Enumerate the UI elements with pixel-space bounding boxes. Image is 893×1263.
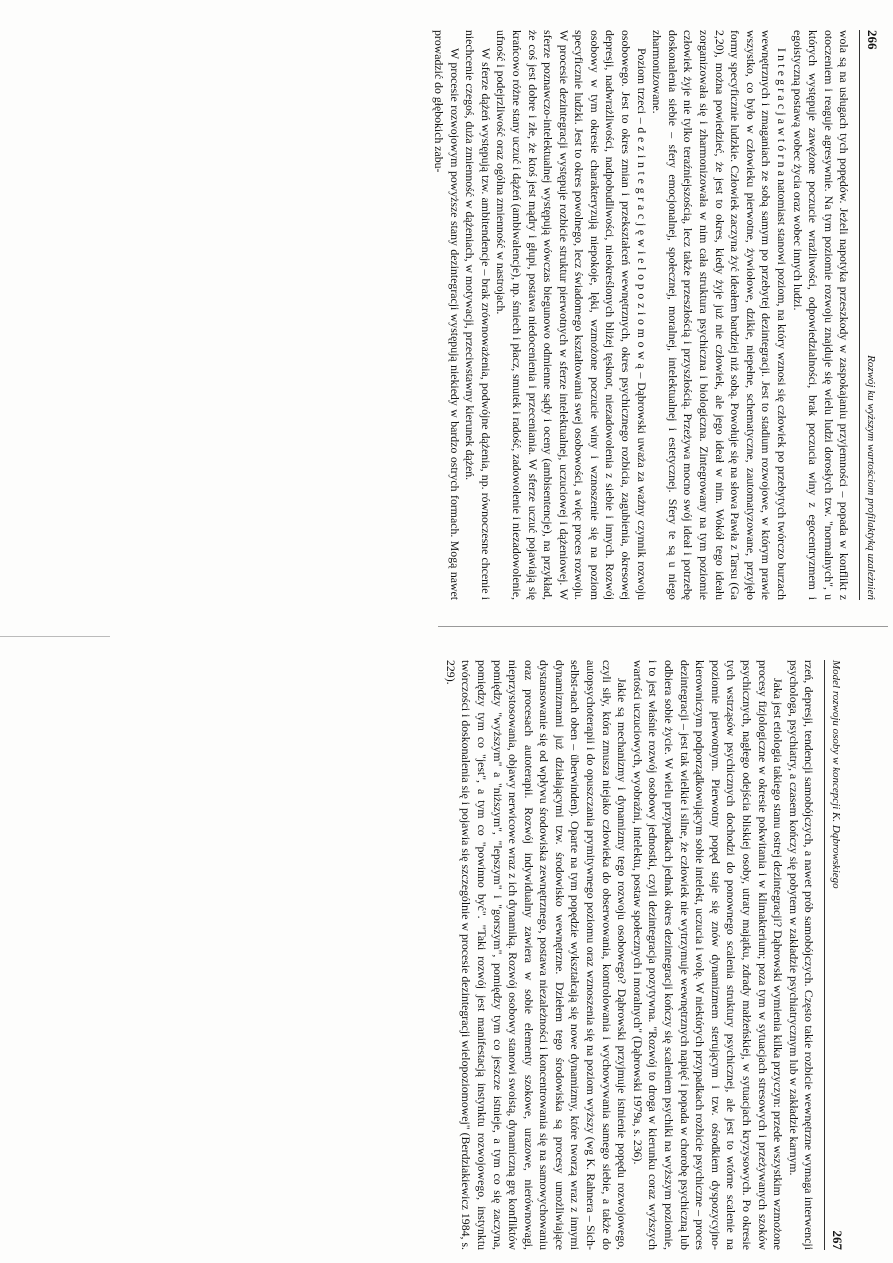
paragraph: W sferze dążeń występują tzw. ambitendencje – brak zrównoważenia, podwójne dążenia, np. równoczesne chcenie i niechcenie czegoś, duża zmienność w dążeniach, w motywacji, przeciwstawny kierunek dążeń. (463, 30, 493, 600)
left-page-running-title: Rozwój ku wyższym wartościom profilaktyką uzależnień (865, 355, 877, 600)
left-page-header (859, 30, 880, 600)
paragraph: wola są na usługach tych popędów. Jeżeli napotyka przeszkody w zaspokajaniu przyjemności – popada w konflikt z otoczeniem i reaguje agresywnie. Na tym poziomie rozwoju znajduje się wielu ludzi dorosłych tzw. "normalnych", u których występuje zawężone poczucie wrażliwości, odpowiedzialności, brak poczucia winy z egocentryzmem i egoistyczną postawą wobec życia oraz wobec innych ludzi. (790, 30, 852, 600)
paragraph: W procesie rozwojowym powyższe stany dezintegracji występują niekiedy w bardzo ostrych formach. Mogą nawet prowadzić do głębokich zabu- (431, 30, 462, 600)
paragraph: Poziom trzeci – d e z i n t e g r a c j ę w i e l o p o z i o m o w ą – Dąbrowski uważa za ważny czynnik rozwoju osobowego. Jest to okres zmian i przekształceń wewnętrznych, okres psychicznego rozbicia, zagubienia, okresowej depresji, nadwrażliwości, nadpobudliwości, nieokreślonych bliżej tęsknot, niezadowolenia z siebie i innych. Rozwój osobowy w tym okresie charakteryzują niepokoje, lęki, wzmożone poczucie winy i wznoszenie się na poziom specyficznie ludzki. Jest to okres powolnego, lecz świadomego kształtowania swej osobowości, a więc proces rozwoju. W procesie dezintegracji występuje rozbicie struktur pierwotnych w sferze intelektualnej, uczuciowej i dążeniowej. W sferze poznawczo-intelektualnej występują wówczas biegunowo odmienne sądy i oceny (ambisentencje), na przykład, że coś jest dobre i złe, że ktoś jest mądry i głupi, postawa niedocenienia i przeceniania. W sferze uczuć pojawiają się krańcowo różne stany uczuć i dążeń (ambiwalencje), np. śmiech i płacz, smutek i radość, zadowolenie i niezadowolenie, ufność i podejrzliwość oraz ogólna zmienność w nastrojach. (494, 30, 649, 600)
paragraph: Jaka jest etiologia takiego stanu ostrej dezintegracji? Dąbrowski wymienia kilka przyczyn: przede wszystkim wzmożone procesy fizjologiczne w okresie pokwitania i w klimakterium; poza tym w sytuacjach stresowych i przeżywanych szoków psychicznych, nagłego odejścia bliskiej osoby, utraty majątku, zdrady małżeńskiej, w sytuacjach kryzysowych. Po okresie tych wstrząsów psychicznych dochodzi do ponownego scalenia struktury psychicznej, ale jest to wtórne scalenie na poziomie pierwotnym. Pierwotny popęd staje się znów dynamizmem sterującym i tzw. ośrodkiem dyspozycyjno-kierowniczym podporządkowującym sobie intelekt, uczucia i wolę. W niektórych przypadkach rozbicie psychiczne – proces dezintegracji – jest tak wielkie i silne, że człowiek nie wytrzymuje wewnętrznych napięć i popada w chorobę psychiczną lub odbiera sobie życie. W wielu przypadkach jednak okres dezintegracji kończy się scaleniem psychiki na wyższym poziomie, i to jest właśnie rozwój osobowy jednostki, czyli dezintegracja pozytywna. "Rozwój to droga w kierunku coraz wyższych wartości uczuciowych, wyobraźni, intelektu, postaw społecznych i moralnych" (Dąbrowski 1979a, s. 236). (630, 660, 786, 1250)
right-page-header (824, 660, 845, 1250)
paragraph: I n t e g r a c j a w t ó r n a natomiast stanowi poziom, na który wznosi się człowiek po przebytych twórczo burzach wewnętrznych i zmaganiach ze sobą samym po przebytej dezintegracji. Jest to stadium rozwojowe, w którym prawie wszystko, co było w człowieku pierwotne, żywiołowe, dzikie, niepełne, schematyczne, zautomatyzowane, przyjęło formy specyficznie ludzkie. Człowiek zaczyna żyć ideałem bardziej niż sobą. Powołuje się na słowa Pawła z Tarsu (Ga 2,20), można powiedzieć, że jest to okres, kiedy żyje już nie człowiek, ale jego ideał w nim. Wokół tego ideału zorganizowała się i zharmonizowała w nim cała struktura psychiczna i biologiczna. Zintegrowany na tym poziomie człowiek żyje nie tylko teraźniejszością, lecz także przeszłością i przyszłością. Przeżywa mocno swój ideał i potrzebę doskonalenia siebie – sfery emocjonalnej, społecznej, moralnej, intelektualnej i estetycznej. Sfery te są u niego zharmonizowane. (650, 30, 790, 600)
left-page-number: 266 (865, 30, 880, 50)
page-gutter-line-left (0, 636, 110, 637)
right-page-body (442, 660, 816, 1250)
left-page (85, 30, 880, 600)
paragraph: Jakie są mechanizmy i dynamizmy tego rozwoju osobowego? Dąbrowski przyjmuje istnienie popędu rozwojowego, czyli siły, która zmusza niejako człowieka do obserwowania, kontrolowania i wychowywania samego siebie, a także do autopsychoterapii i do opuszczania prymitywnego poziomu oraz wznoszenia się na poziom wyższy (wg K. Rahnera – Sich-selbst-nach oben – überwinden). Oparte na tym popędzie wykształcają się nowe dynamizmy, które tworzą wraz z innymi dynamizmami już działającymi tzw. środowisko wewnętrzne. Dziełem tego środowiska są procesy umożliwiające dystansowanie się od wpływu środowiska zewnętrznego, postawa niezależności i koncentrowania się na samowychowaniu oraz procesach autoterapii. Rozwój indywidualny zawiera w sobie elementy szokowe, urazowe, nierównowagi, nieprzystosowania, objawy nerwicowe wraz z ich dynamiką. Rozwój osobowy stanowi swoistą, dynamiczną grę konfliktów pomiędzy "wyższym" a "niższym", "lepszym" i "gorszym", pomiędzy tym co jeszcze istnieje, a tym co się zaczyna, pomiędzy tym co "jest", a tym co "powinno być". "Taki rozwój jest manifestacją instynktu rozwojowego, instynktu twórczości i doskonalenia się i pojawia się szczególnie w procesie dezintegracji wielopoziomowej" (Berdziakiewicz 1984, s. 229). (443, 660, 630, 1250)
right-page (50, 660, 845, 1250)
paragraph: rzeń, depresji, tendencji samobójczych, a nawet prób samobójczych. Często takie rozbicie wewnętrzne wymaga interwencji psychologa, psychiatry, a czasem kończy się pobytem w zakładzie psychiatrycznym lub w zakładzie karnym. (786, 660, 817, 1250)
right-page-running-title: Model rozwoju osoby w koncepcji K. Dąbrowskiego (830, 660, 842, 889)
left-page-body (430, 30, 851, 600)
right-page-number: 267 (830, 1230, 845, 1250)
page-gutter-line (438, 626, 888, 627)
